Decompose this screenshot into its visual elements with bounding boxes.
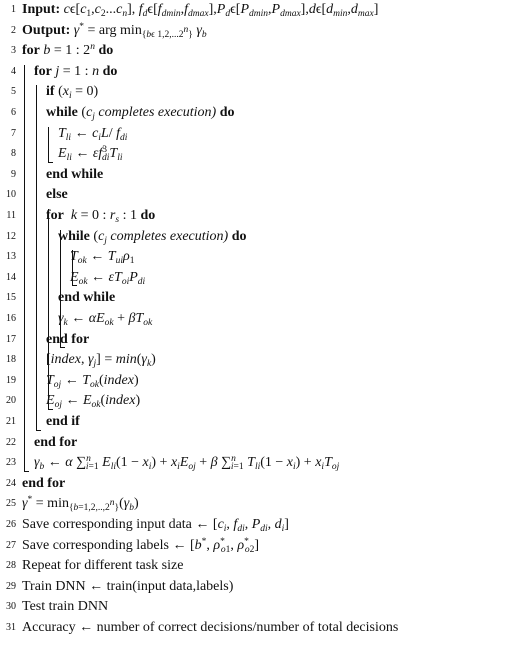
line-content: end while [58,290,116,306]
line-number: 11 [6,210,16,221]
line-number: 26 [6,519,16,530]
algorithm-line [0,0,519,21]
line-number: 17 [6,333,16,345]
line-number: 31 [6,622,16,633]
line-number: 20 [6,395,16,407]
algorithm-line [0,309,519,330]
line-content: $E_{oj}$ ← $E_{ok}(index)$ [46,393,141,411]
line-number: 2 [11,24,16,36]
line-content: if $(x_i = 0)$ [46,84,99,102]
line-content: Accuracy ← number of correct decisions/number of total decisions [22,620,399,635]
algorithm-line [0,103,519,124]
algorithm-line [0,556,519,577]
line-number: 28 [6,560,16,572]
line-number: 8 [11,148,16,160]
line-number: 16 [6,313,16,324]
algorithm-line [0,515,519,536]
algorithm-line [0,474,519,495]
line-content: while ($c_j$ completes execution) do [46,105,235,122]
algorithm-line [0,330,519,351]
algorithm-line [0,62,519,83]
algorithm-line [0,165,519,186]
line-number: 30 [6,601,16,613]
line-number: 9 [11,168,16,180]
line-content: Output: γ* = arg $\min_{\{b\epsilon 1,2,...2^n\}} \gamma_b$ [22,21,207,40]
line-content: $E_{ok}$ ← $\varepsilon T_{oi}P_{di}$ [70,269,146,287]
line-content: $T_{li}$ ← $c_iL/$ $f_{di}$ [58,125,128,143]
line-number: 10 [6,189,16,201]
algorithm-line [0,82,519,103]
algorithm-line [0,433,519,454]
algorithm-line [0,268,519,289]
line-content: Repeat for different task size [22,558,184,574]
line-number: 5 [11,86,16,98]
line-content: $\gamma_b$ ← α ∑$^n_{i=1}$ $E_{li}(1 - x_i) + x_iE_{oj} + \beta$ ∑$^n_{i=1}$ $T_{li}(1 - x_i) + x_iT_{oj}$ [34,454,340,473]
algorithm-line [0,371,519,392]
line-number: 21 [6,416,16,427]
block-scope-line [24,65,25,471]
algorithm-line [0,577,519,598]
block-scope-hook [72,285,77,286]
line-number: 13 [6,251,16,263]
algorithm-line [0,124,519,145]
line-number: 29 [6,580,16,592]
line-number: 6 [11,107,16,118]
algorithm-line [0,494,519,515]
line-number: 3 [11,45,16,57]
line-content: for k = 0 : $r_s$ : 1 do [46,208,156,225]
algorithm-line [0,391,519,412]
line-content: $\gamma_k$ ← $\alpha E_{ok} + \beta T_{ok}$ [58,311,153,328]
block-scope-hook [24,471,29,472]
algorithm-line [0,227,519,248]
block-scope-line [60,230,61,348]
block-scope-hook [60,347,65,348]
line-content: for j = 1 : n do [34,63,118,79]
line-content: else [46,187,68,203]
line-number: 19 [6,374,16,386]
line-content: $\gamma^* = \min_{\{b=1,2,..,2^n\}}(\gamma_b)$ [22,495,139,514]
line-content: end while [46,166,104,182]
block-scope-hook [48,409,53,410]
line-content: end if [46,414,80,429]
block-scope-line [72,250,73,285]
line-content: end for [22,475,66,491]
algorithm-line [0,618,519,639]
algorithm-line [0,288,519,309]
algorithm-line [0,41,519,62]
line-number: 24 [6,477,16,489]
algorithm-line [0,21,519,42]
line-content: for b = 1 : 2$^n$ do [22,42,114,59]
line-content: end for [34,434,78,450]
line-content: $T_{ok}$ ← $T_{ui}\rho_1$ [70,249,135,267]
line-content: Input: $c\epsilon[c_1,c_2...c_n]$, $f_d\epsilon[f_{dmin},f_{dmax}],P_d\epsilon[P_{dmin},P_{dmax}],d\epsilon[d_{min},d_{max}]$ [22,2,379,19]
line-content: Save corresponding input data ← [$c_i$, $f_{di}$, $P_{di}$, $d_i$] [22,517,289,534]
line-number: 22 [6,436,16,448]
line-number: 27 [6,539,16,551]
algorithm-line [0,206,519,227]
line-number: 18 [6,354,16,366]
line-number: 23 [6,457,16,469]
block-scope-hook [36,430,41,431]
algorithm-line [0,350,519,371]
line-content: [index, $\gamma_j] = \min(\gamma_k)$ [46,352,156,370]
line-number: 7 [11,127,16,139]
block-scope-hook [48,162,53,163]
line-content: while ($c_j$ completes execution) do [58,228,247,246]
algorithm-line [0,412,519,433]
block-scope-line [36,85,37,429]
line-content: $E_{li}$ ← $\varepsilon f^3_{di}T_{li}$ [58,145,123,164]
line-content: end for [46,331,90,347]
line-content: Test train DNN [22,599,109,615]
block-scope-line [48,209,49,409]
line-content: Train DNN ← train(input data,labels) [22,578,234,594]
line-number: 4 [11,65,16,77]
algorithm-line [0,536,519,557]
line-number: 15 [6,292,16,304]
algorithm-line [0,247,519,268]
line-content: $T_{oj}$ ← $T_{ok}(index)$ [46,372,139,390]
block-scope-line [48,127,49,162]
line-number: 12 [6,230,16,242]
algorithm-line [0,453,519,474]
line-number: 1 [11,4,16,15]
line-content: Save corresponding labels ← [b*, $\rho^*_{o1}$, $\rho^*_{o2}$] [22,536,260,555]
line-number: 25 [6,498,16,510]
algorithm-line [0,144,519,165]
algorithm-line [0,597,519,618]
line-number: 14 [6,271,16,283]
algorithm-line [0,185,519,206]
